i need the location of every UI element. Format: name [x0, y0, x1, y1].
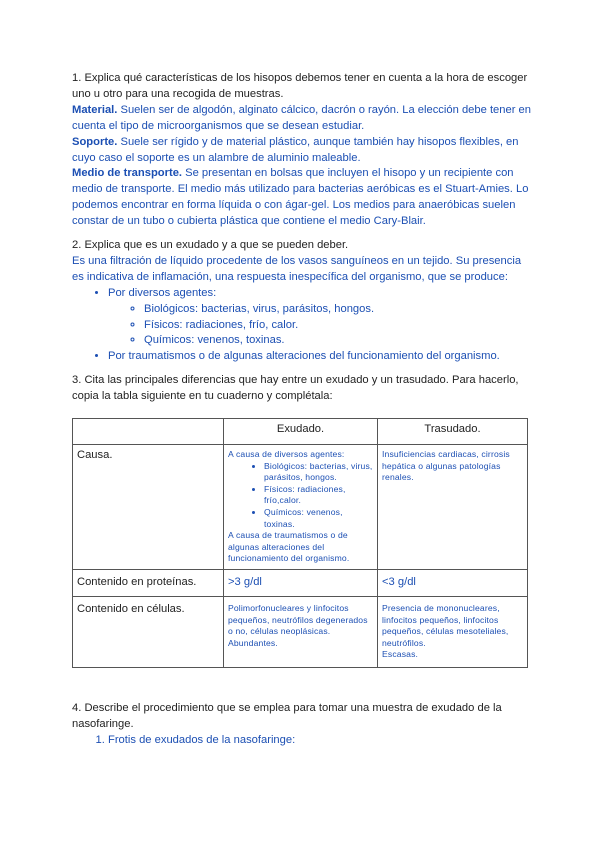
bullet-agents: Por diversos agentes:: [108, 286, 217, 299]
answer-2-text: Es una filtración de líquido procedente de los vasos sanguíneos en un tejido. Su presencia es indicativa de inflamación, una respuesta inespecífica del organismo, que se produce:: [72, 254, 522, 283]
procedure-list: [72, 733, 532, 749]
table-row: [73, 445, 528, 570]
table-row: [73, 596, 528, 667]
question-1-block: [72, 71, 532, 230]
celulas-trasudado-desc: Presencia de mononucleares, linfocitos pequeños, linfocitos pequeños, células mesoteliales, neutrófilos.: [382, 602, 509, 648]
question-3-text: 3. Cita las principales diferencias que hay entre un exudado y un trasudado. Para hacerlo, copia la tabla siguiente en tu cuaderno y complétala:: [72, 374, 519, 402]
row-label-proteinas: Contenido en proteínas.: [73, 569, 224, 596]
agents-sublist: [108, 302, 532, 350]
cell-causa-exudado: [224, 445, 378, 570]
question-3-block: [72, 373, 532, 405]
cell-celulas-exudado: [224, 596, 378, 667]
list-item: ◦ Biológicos: bacterias, virus, parásitos, hongos.: [144, 302, 532, 318]
celulas-exudado-desc: Polimorfonucleares y linfocitos pequeños, neutrófilos degenerados o no, células neoplásicas.: [228, 602, 368, 637]
cell-proteinas-trasudado: <3 g/dl: [378, 569, 528, 596]
header-trasudado: Trasudado.: [378, 419, 528, 445]
celulas-exudado-amount: Abundantes.: [228, 637, 278, 648]
comparison-table: [72, 418, 528, 668]
question-2-text: 2. Explica que es un exudado y a que se pueden deber.: [72, 239, 349, 251]
soporte-label: Soporte.: [72, 135, 118, 148]
answer-soporte: [72, 135, 532, 167]
soporte-text: Suele ser rígido y de material plástico, aunque también hay hisopos flexibles, en cuyo caso el soporte es un alambre de aluminio maleable.: [72, 135, 519, 164]
question-4-text: 4. Describe el procedimiento que se emplea para tomar una muestra de exudado de la nasofaringe.: [72, 702, 502, 730]
causes-list: [72, 286, 532, 366]
material-label: Material.: [72, 103, 118, 116]
list-item: • Biológicos: bacterias, virus, parásitos, hongos.: [264, 461, 373, 484]
row-label-causa: Causa.: [73, 445, 224, 570]
answer-medio: [72, 166, 532, 230]
medio-label: Medio de transporte.: [72, 167, 183, 180]
medio-text: Se presentan en bolsas que incluyen el hisopo y un recipiente con medio de transporte. El medio más utilizado para bacterias aeróbicas es el Stuart-Amies. Lo podemos encontrar en forma líquida o con ágar-gel. Los medios para anaeróbicas suelen constar de un tubo o cubierta plástica que contiene el medio Cary-Blair.: [72, 167, 529, 228]
list-item: • Por traumatismos o de algunas alteraciones del funcionamiento del organismo.: [108, 349, 532, 365]
question-1-text: 1. Explica qué características de los hisopos debemos tener en cuenta a la hora de escoger uno u otro para una recogida de muestras.: [72, 72, 528, 100]
table-corner-cell: [73, 419, 224, 445]
question-4-block: [72, 701, 532, 749]
causa-exudado-outro: A causa de traumatismos o de algunas alteraciones del funcionamiento del organismo.: [228, 530, 350, 564]
causa-exudado-list: [228, 461, 373, 531]
list-item: • Físicos: radiaciones, frío,calor.: [264, 484, 373, 507]
row-label-celulas: Contenido en células.: [73, 596, 224, 667]
list-item: ◦ Físicos: radiaciones, frío, calor.: [144, 318, 532, 334]
table-row: [73, 419, 528, 445]
list-item: [108, 286, 532, 350]
celulas-trasudado-amount: Escasas.: [382, 649, 419, 660]
material-text: Suelen ser de algodón, alginato cálcico, dacrón o rayón. La elección debe tener en cuenta el tipo de microorganismos que se desean estudiar.: [72, 103, 531, 132]
answer-material: [72, 103, 532, 135]
question-2-block: [72, 238, 532, 365]
header-exudado: Exudado.: [224, 419, 378, 445]
list-item: 1. Frotis de exudados de la nasofaringe:: [108, 733, 532, 749]
cell-celulas-trasudado: [378, 596, 528, 667]
cell-causa-trasudado: Insuficiencias cardiacas, cirrosis hepática o algunas patologías renales.: [378, 445, 528, 570]
list-item: ◦ Químicos: venenos, toxinas.: [144, 333, 532, 349]
table-row: [73, 569, 528, 596]
list-item: • Químicos: venenos, toxinas.: [264, 507, 373, 530]
causa-exudado-intro: A causa de diversos agentes:: [228, 449, 345, 459]
cell-proteinas-exudado: >3 g/dl: [224, 569, 378, 596]
